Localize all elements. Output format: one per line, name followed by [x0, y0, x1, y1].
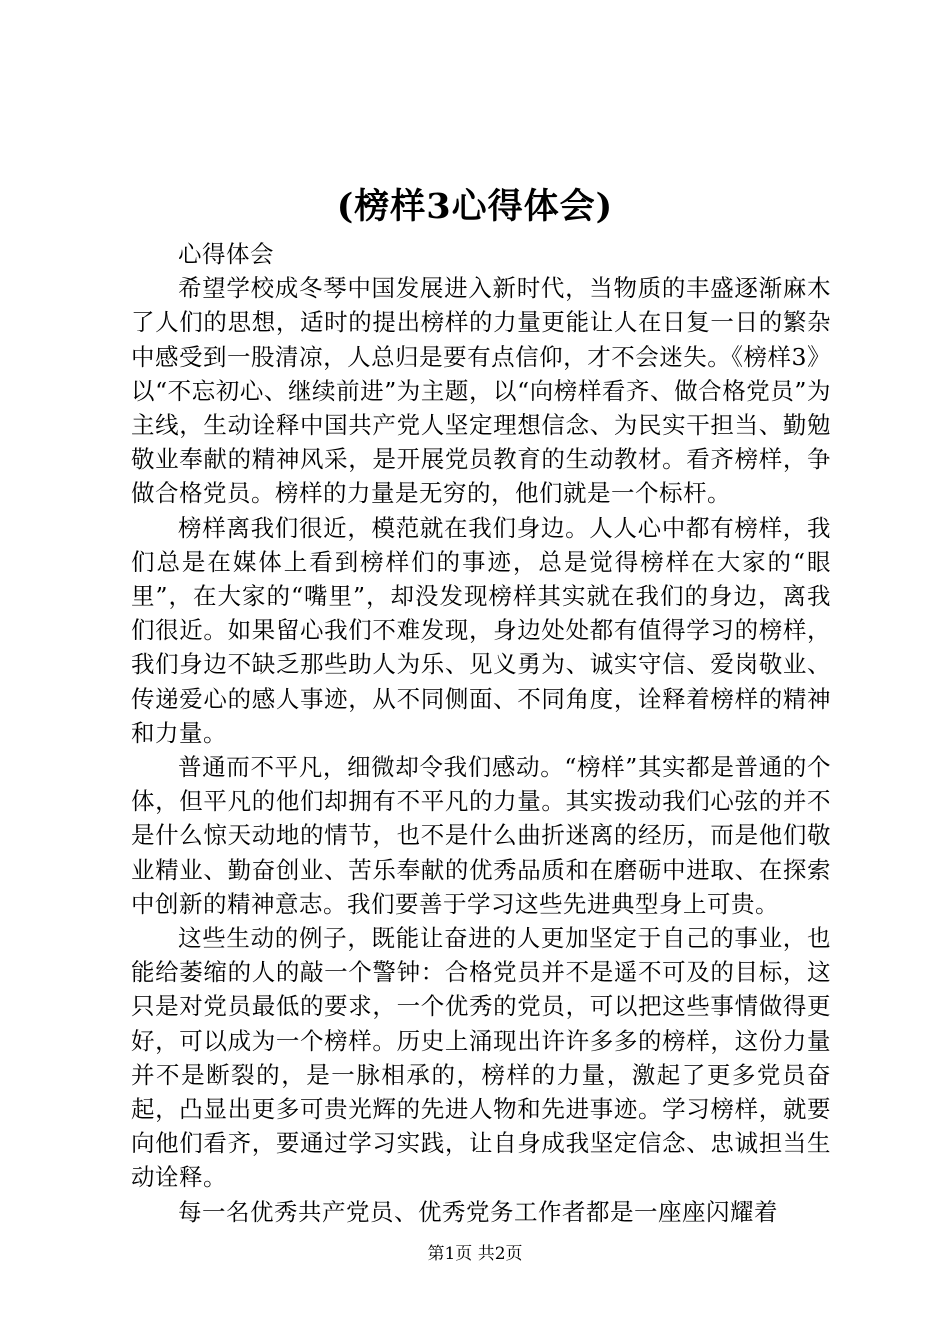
document-title: (榜样3心得体会) — [336, 186, 614, 227]
paragraph: 普通而不平凡，细微却令我们感动。“榜样”其实都是普通的个体，但平凡的他们却拥有不平凡的力量。其实拨动我们心弦的并不是什么惊天动地的情节，也不是什么曲折迷离的经历，而是他们敬业精业、勤奋创业、苦乐奉献的优秀品质和在磨砺中进取、在探索中创新的精神意志。我们要善于学习这些先进典型身上可贵。 — [131, 753, 831, 918]
paragraph: 希望学校成冬琴中国发展进入新时代，当物质的丰盛逐渐麻木了人们的思想，适时的提出榜样的力量更能让人在日复一日的繁杂中感受到一股清凉，人总归是要有点信仰，才不会迷失。《榜样3》以“不忘初心、继续前进”为主题，以“向榜样看齐、做合格党员”为主线，生动诠释中国共产党人坚定理想信念、为民实干担当、勤勉敬业奉献的精神风采，是开展党员教育的生动教材。看齐榜样，争做合格党员。榜样的力量是无穷的，他们就是一个标杆。 — [131, 274, 831, 508]
paragraph: 这些生动的例子，既能让奋进的人更加坚定于自己的事业，也能给萎缩的人的敲一个警钟：合格党员并不是遥不可及的目标，这只是对党员最低的要求，一个优秀的党员，可以把这些事情做得更好，可以成为一个榜样。历史上涌现出许许多多的榜样，这份力量并不是断裂的，是一脉相承的，榜样的力量，激起了更多党员奋起，凸显出更多可贵光辉的先进人物和先进事迹。学习榜样，就要向他们看齐，要通过学习实践，让自身成我坚定信念、忠诚担当生动诠释。 — [131, 924, 831, 1192]
paragraph: 榜样离我们很近，模范就在我们身边。人人心中都有榜样，我们总是在媒体上看到榜样们的事迹，总是觉得榜样在大家的“眼里”，在大家的“嘴里”，却没发现榜样其实就在我们的身边，离我们很近。如果留心我们不难发现，身边处处都有值得学习的榜样，我们身边不缺乏那些助人为乐、见义勇为、诚实守信、爱岗敬业、传递爱心的感人事迹，从不同侧面、不同角度，诠释着榜样的精神和力量。 — [131, 513, 831, 747]
page-footer: 第1页 共2页 — [427, 1244, 523, 1264]
paragraph: 每一名优秀共产党员、优秀党务工作者都是一座座闪耀着 — [178, 1197, 778, 1226]
paragraph-heading: 心得体会 — [178, 240, 274, 268]
document-body — [131, 237, 831, 1229]
